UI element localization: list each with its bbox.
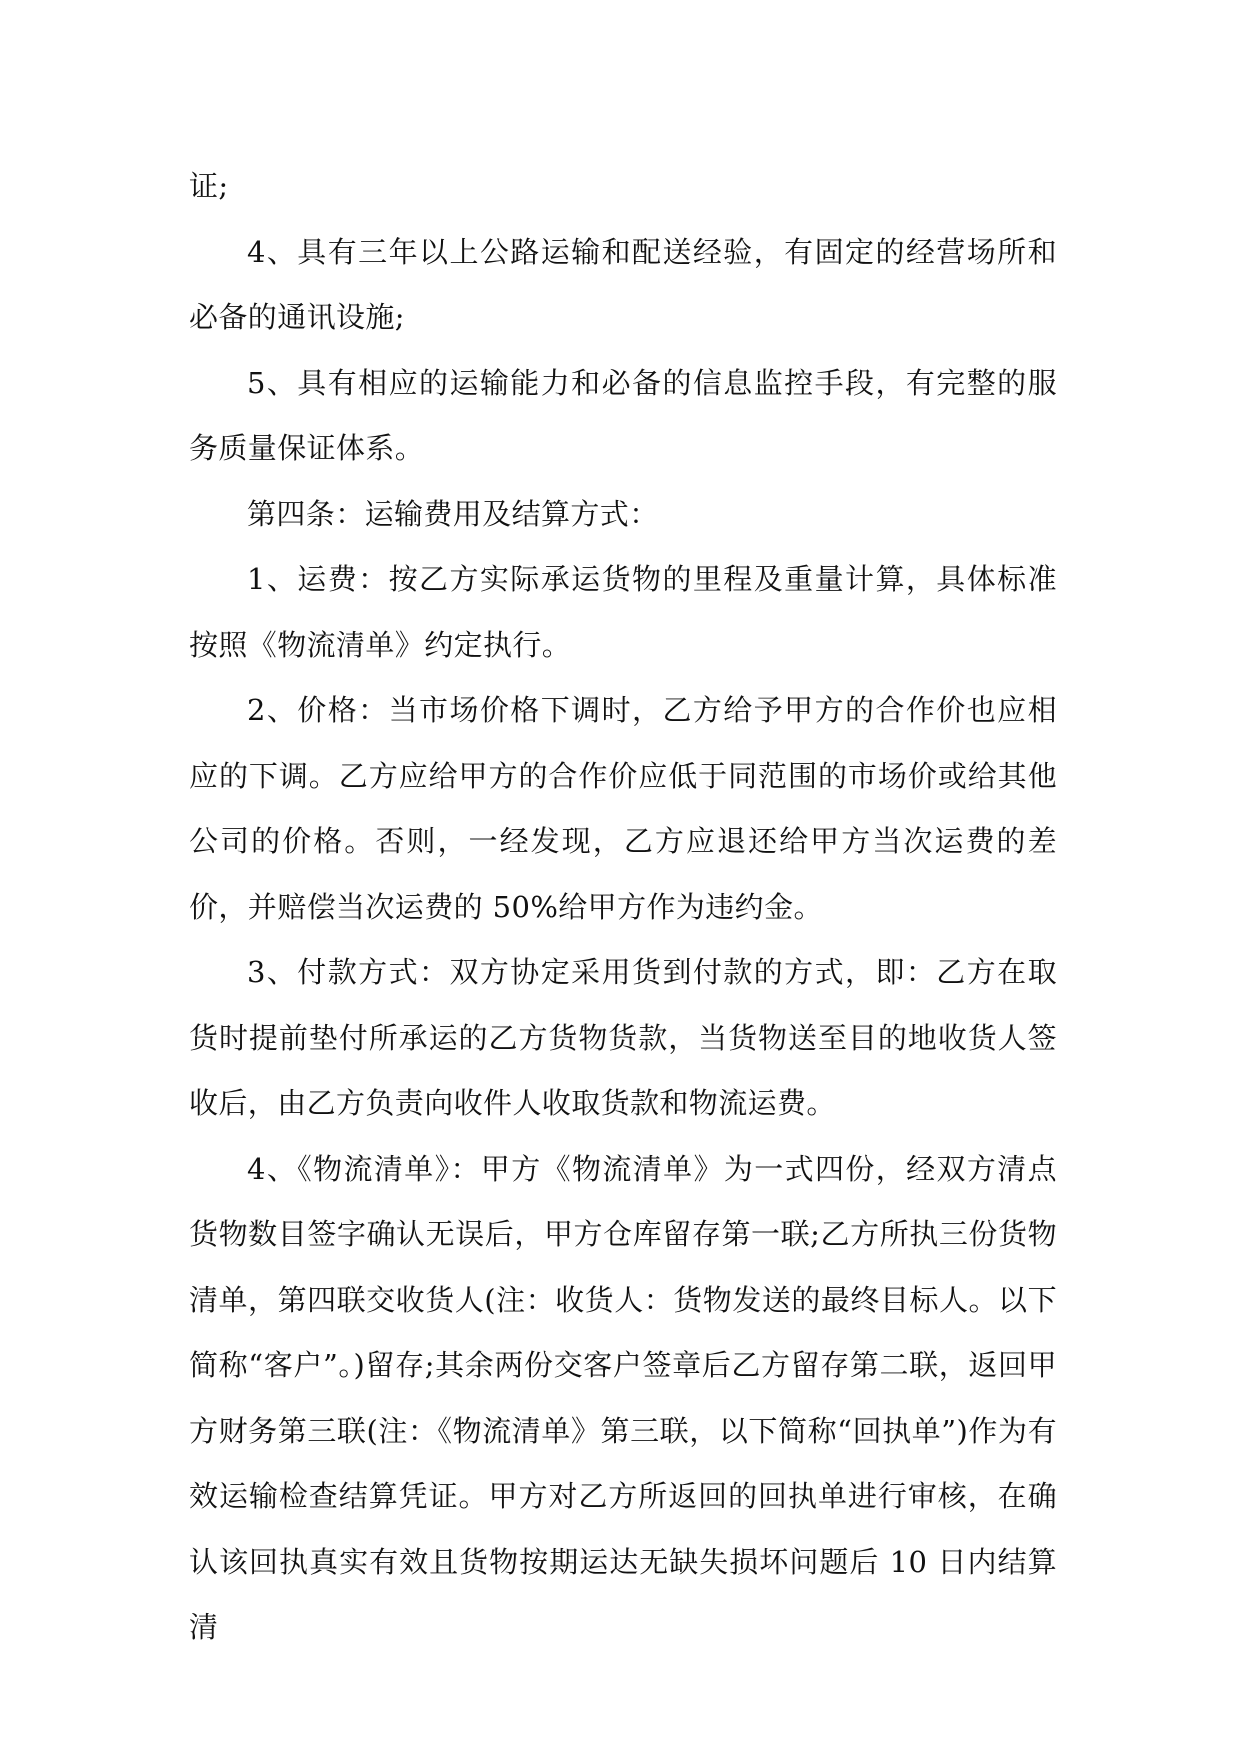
paragraph-3: 5、具有相应的运输能力和必备的信息监控手段，有完整的服务质量保证体系。 <box>189 365 1057 465</box>
paragraph-1: 证; <box>189 169 229 203</box>
article-four-heading: 第四条：运输费用及结算方式： <box>247 496 659 531</box>
paragraph-logistics-list: 4、《物流清单》：甲方《物流清单》为一式四份，经双方清点货物数目签字确认无误后，甲方仓库留存第一联;乙方所执三份货物清单，第四联交收货人(注：收货人：货物发送的最终目标人。以下简称“客户”。)留存;其余两份交客户签章后乙方留存第二联，返回甲方财务第三联(注：《物流清单》第三联，以下简称“回执单”)作为有效运输检查结算凭证。甲方对乙方所返回的回执单进行审核，在确认该回执真实有效且货物按期运达无缺失损坏问题后 10 日内结算清 <box>189 1151 1057 1644</box>
document-body <box>189 154 1057 1661</box>
paragraph-freight: 1、运费：按乙方实际承运货物的里程及重量计算，具体标准按照《物流清单》约定执行。 <box>189 562 1057 662</box>
paragraph-payment: 3、付款方式：双方协定采用货到付款的方式，即：乙方在取货时提前垫付所承运的乙方货物货款，当货物送至目的地收货人签收后，由乙方负责向收件人收取货款和物流运费。 <box>189 955 1057 1120</box>
paragraph-price: 2、价格：当市场价格下调时，乙方给予甲方的合作价也应相应的下调。乙方应给甲方的合作价应低于同范围的市场价或给其他公司的价格。否则，一经发现，乙方应退还给甲方当次运费的差价，并赔偿当次运费的 50%给甲方作为违约金。 <box>189 693 1057 924</box>
paragraph-2: 4、具有三年以上公路运输和配送经验，有固定的经营场所和必备的通讯设施; <box>189 234 1057 334</box>
